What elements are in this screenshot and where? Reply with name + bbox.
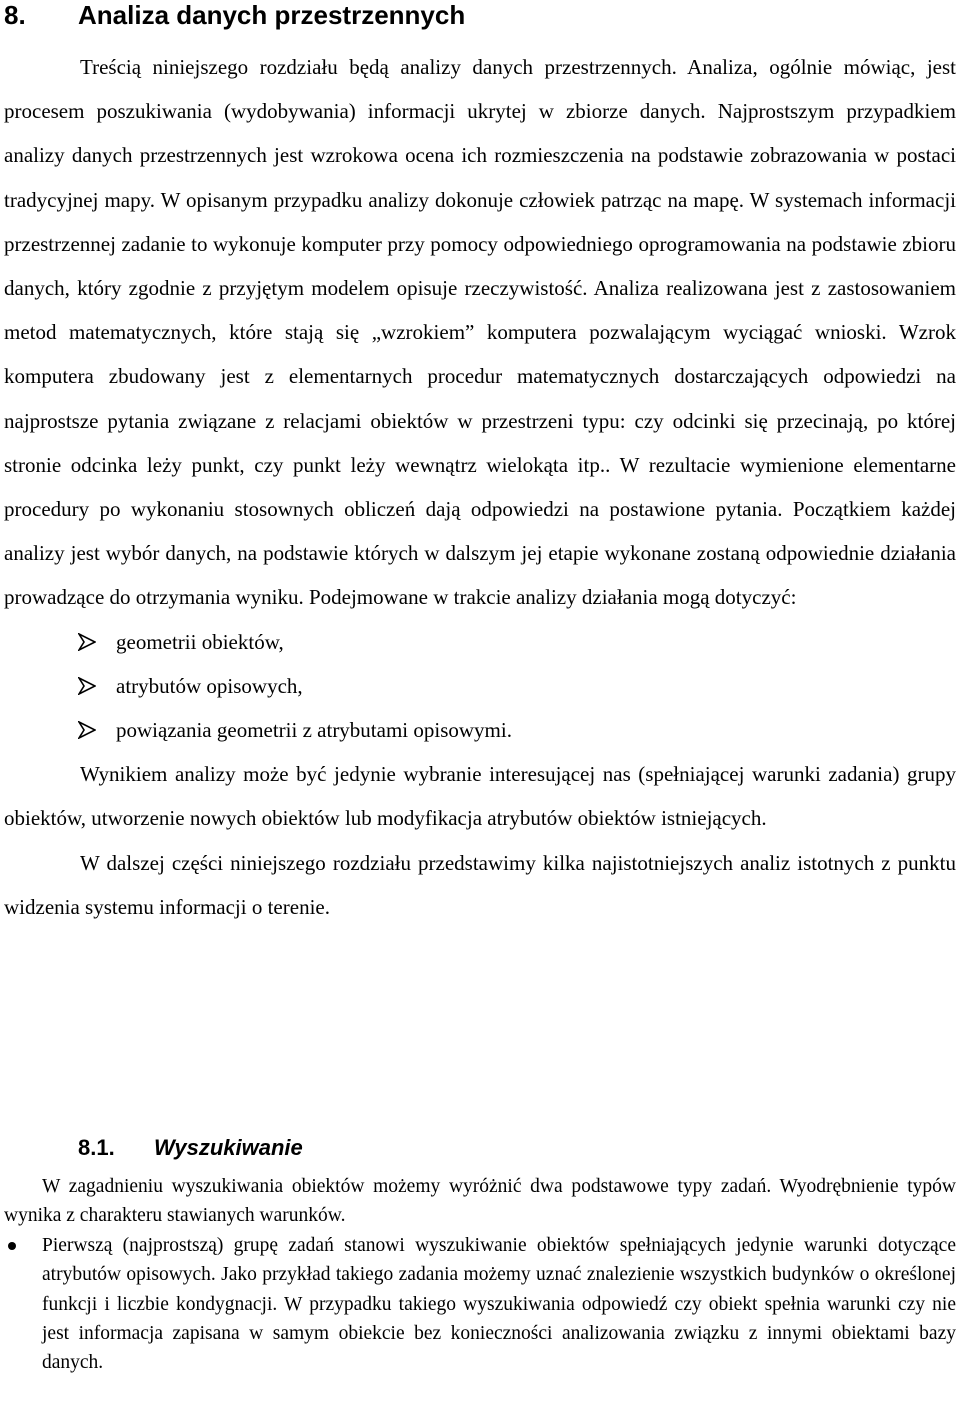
section-number: 8.1. (78, 1135, 115, 1160)
arrowhead-icon (78, 633, 96, 651)
arrowhead-icon (78, 677, 96, 695)
list-item-text: Pierwszą (najprostszą) grupę zadań stanowi wyszukiwanie obiektów spełniających jedynie warunki dotyczące atrybutów opisowych. Jako przykład takiego zadania możemy uznać znalezienie wszystkich budynków o określonej funkcji i liczbie kondygnacji. W przypadku takiego wyszukiwania odpowiedź czy obiekt spełnia warunki czy nie jest informacja zapisana w samym obiekcie bez konieczności analizowania związku z innymi obiektami bazy danych. (42, 1234, 956, 1374)
chapter-number: 8. (4, 0, 26, 30)
list-item (4, 664, 956, 708)
paragraph-outline: W dalszej części niniejszego rozdziału przedstawimy kilka najistotniejszych analiz istotnych z punktu widzenia systemu informacji o terenie. (4, 850, 956, 919)
chapter-heading (4, 0, 465, 30)
section-body (4, 1172, 956, 1378)
list-item-text: geometrii obiektów, (116, 629, 284, 654)
chapter-title: Analiza danych przestrzennych (78, 0, 466, 30)
section-title: Wyszukiwanie (154, 1135, 303, 1160)
arrowhead-icon (78, 721, 96, 739)
paragraph-intro: Treścią niniejszego rozdziału będą analizy danych przestrzennych. Analiza, ogólnie mówiąc, jest procesem poszukiwania (wydobywania) informacji ukrytej w zbiorze danych. Najprostszym przypadkiem analizy danych przestrzennych jest wzrokowa ocena ich rozmieszczenia na podstawie zobrazowania w postaci tradycyjnej mapy. W opisanym przypadku analizy dokonuje człowiek patrząc na mapę. W systemach informacji przestrzennej zadanie to wykonuje komputer przy pomocy odpowiedniego oprogramowania na podstawie zbioru danych, który zgodnie z przyjętym modelem opisuje rzeczywistość. Analiza realizowana jest z zastosowaniem metod matematycznych, które stają się „wzrokiem” komputera pozwalającym wyciągać wnioski. Wzrok komputera zbudowany jest z elementarnych procedur matematycznych dostarczających odpowiedzi na najprostsze pytania związane z relacjami obiektów w przestrzeni typu: czy odcinki się przecinają, po której stronie odcinka leży punkt, czy punkt leży wewnątrz wielokąta itp.. W rezultacie wymienione elementarne procedury po wykonaniu stosownych obliczeń dają odpowiedzi na postawione pytania. Początkiem każdej analizy jest wybór danych, na podstawie których w dalszym jej etapie wykonane zostaną odpowiednie działania prowadzące do otrzymania wyniku. Podejmowane w trakcie analizy działania mogą dotyczyć: (4, 55, 956, 610)
bullet-dot-icon (8, 1242, 16, 1250)
section-intro: W zagadnieniu wyszukiwania obiektów możemy wyróżnić dwa podstawowe typy zadań. Wyodrębnienie typów wynika z charakteru stawianych warunków. (4, 1176, 956, 1227)
list-item (4, 708, 956, 752)
bullet-list (4, 1231, 956, 1378)
paragraph-result: Wynikiem analizy może być jedynie wybranie interesującej nas (spełniającej warunki zadania) grupy obiektów, utworzenie nowych obiektów lub modyfikacja atrybutów obiektów istniejących. (4, 762, 956, 831)
arrow-list (4, 620, 956, 753)
list-item (4, 620, 956, 664)
list-item (4, 1231, 956, 1378)
section-heading (78, 1133, 303, 1163)
chapter-body (4, 45, 956, 929)
list-item-text: powiązania geometrii z atrybutami opisowymi. (116, 718, 512, 743)
list-item-text: atrybutów opisowych, (116, 673, 303, 698)
